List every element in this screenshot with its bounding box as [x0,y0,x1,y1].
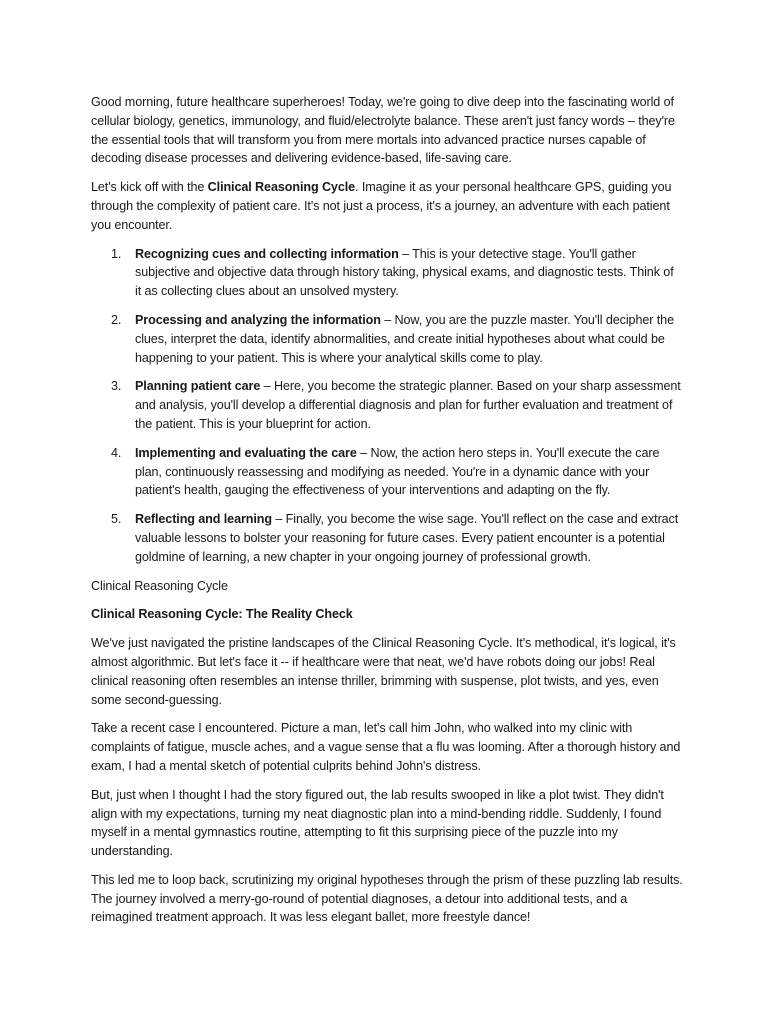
list-item-title: Implementing and evaluating the care [135,445,357,460]
list-item-number: 1. [111,246,122,261]
list-item [91,245,683,301]
list-item-number: 4. [111,445,122,460]
list-item-number: 5. [111,512,122,527]
intro-paragraph: Good morning, future healthcare superheroes! Today, we're going to dive deep into the fascinating world of cellular biology, genetics, immunology, and fluid/electrolyte balance. These aren't just fancy words – they're the essential tools that will transform you from mere mortals into advanced practice nurses capable of decoding disease processes and delivering evidence-based, life-saving care. [91,95,675,166]
kickoff-text-after: . Imagine it as your personal healthcare GPS, guiding you through the complexity of patient care. It's not just a process, it's a journey, an adventure with each patient you encounter. [91,180,672,232]
list-item-number: 2. [111,312,122,327]
kickoff-bold-term: Clinical Reasoning Cycle [207,180,356,195]
list-item [91,311,683,367]
kickoff-paragraph [91,178,683,234]
list-item-title: Processing and analyzing the information [135,312,381,327]
section-heading [91,605,683,624]
body-paragraph: But, just when I thought I had the story figured out, the lab results swooped in like a plot twist. They didn't align with my expectations, turning my neat diagnostic plan into a mind-bending riddle. Suddenly, I found myself in a mental gymnastics routine, attempting to fit this surprising piece of the puzzle into my understanding. [91,787,664,859]
list-item-title: Recognizing cues and collecting information [135,246,399,261]
body-paragraph: We've just navigated the pristine landscapes of the Clinical Reasoning Cycle. It's methodical, it's logical, it's almost algorithmic. But let's face it -- if healthcare were that neat, we'd have robots doing our jobs! Real clinical reasoning often resembles an intense thriller, brimming with suspense, plot twists, and yes, even some second-guessing. [91,636,676,707]
list-item-text: – Now, you are the puzzle master. You'll decipher the clues, interpret the data, identify abnormalities, and create initial hypotheses about what could be happening to your patient. This is where your analytical skills come to play. [135,312,674,365]
body-paragraph: Take a recent case I encountered. Picture a man, let's call him John, who walked into my clinic with complaints of fatigue, muscle aches, and a vague sense that a flu was looming. After a thorough history and exam, I had a mental sketch of potential culprits behind John's distress. [91,721,681,773]
list-item-text: – Now, the action hero steps in. You'll execute the care plan, continuously reassessing and modifying as needed. You're in a dynamic dance with your patient's health, gauging the effectiveness of your interventions and adapting on the fly. [135,445,660,498]
list-item-title: Reflecting and learning [135,512,272,527]
list-item-text: – Finally, you become the wise sage. You'll reflect on the case and extract valuable lessons to bolster your reasoning for future cases. Every patient encounter is a potential goldmine of learning, a new chapter in your ongoing journey of professional growth. [135,512,679,564]
list-item [91,377,683,433]
kickoff-text-before: Let's kick off with the [91,180,208,195]
list-item [91,510,683,566]
list-item-number: 3. [111,379,122,394]
section-heading-text: Clinical Reasoning Cycle: The Reality Check [91,607,353,622]
list-item-title: Planning patient care [135,379,261,394]
list-item-text: – Here, you become the strategic planner. Based on your sharp assessment and analysis, you'll develop a differential diagnosis and plan for further evaluation and treatment of the patient. This is your blueprint for action. [135,379,681,431]
list-item-text: – This is your detective stage. You'll gather subjective and objective data through history taking, physical exams, and diagnostic tests. Think of it as collecting clues about an unsolved mystery. [135,246,674,299]
body-paragraph: This led me to loop back, scrutinizing my original hypotheses through the prism of these puzzling lab results. The journey involved a merry-go-round of potential diagnoses, a detour into additional tests, and a reimagined treatment approach. It was less elegant ballet, more freestyle dance! [91,872,683,925]
figure-caption: Clinical Reasoning Cycle [91,578,228,593]
reasoning-steps-list [91,245,683,567]
list-item [91,444,683,500]
document-page [91,93,683,937]
